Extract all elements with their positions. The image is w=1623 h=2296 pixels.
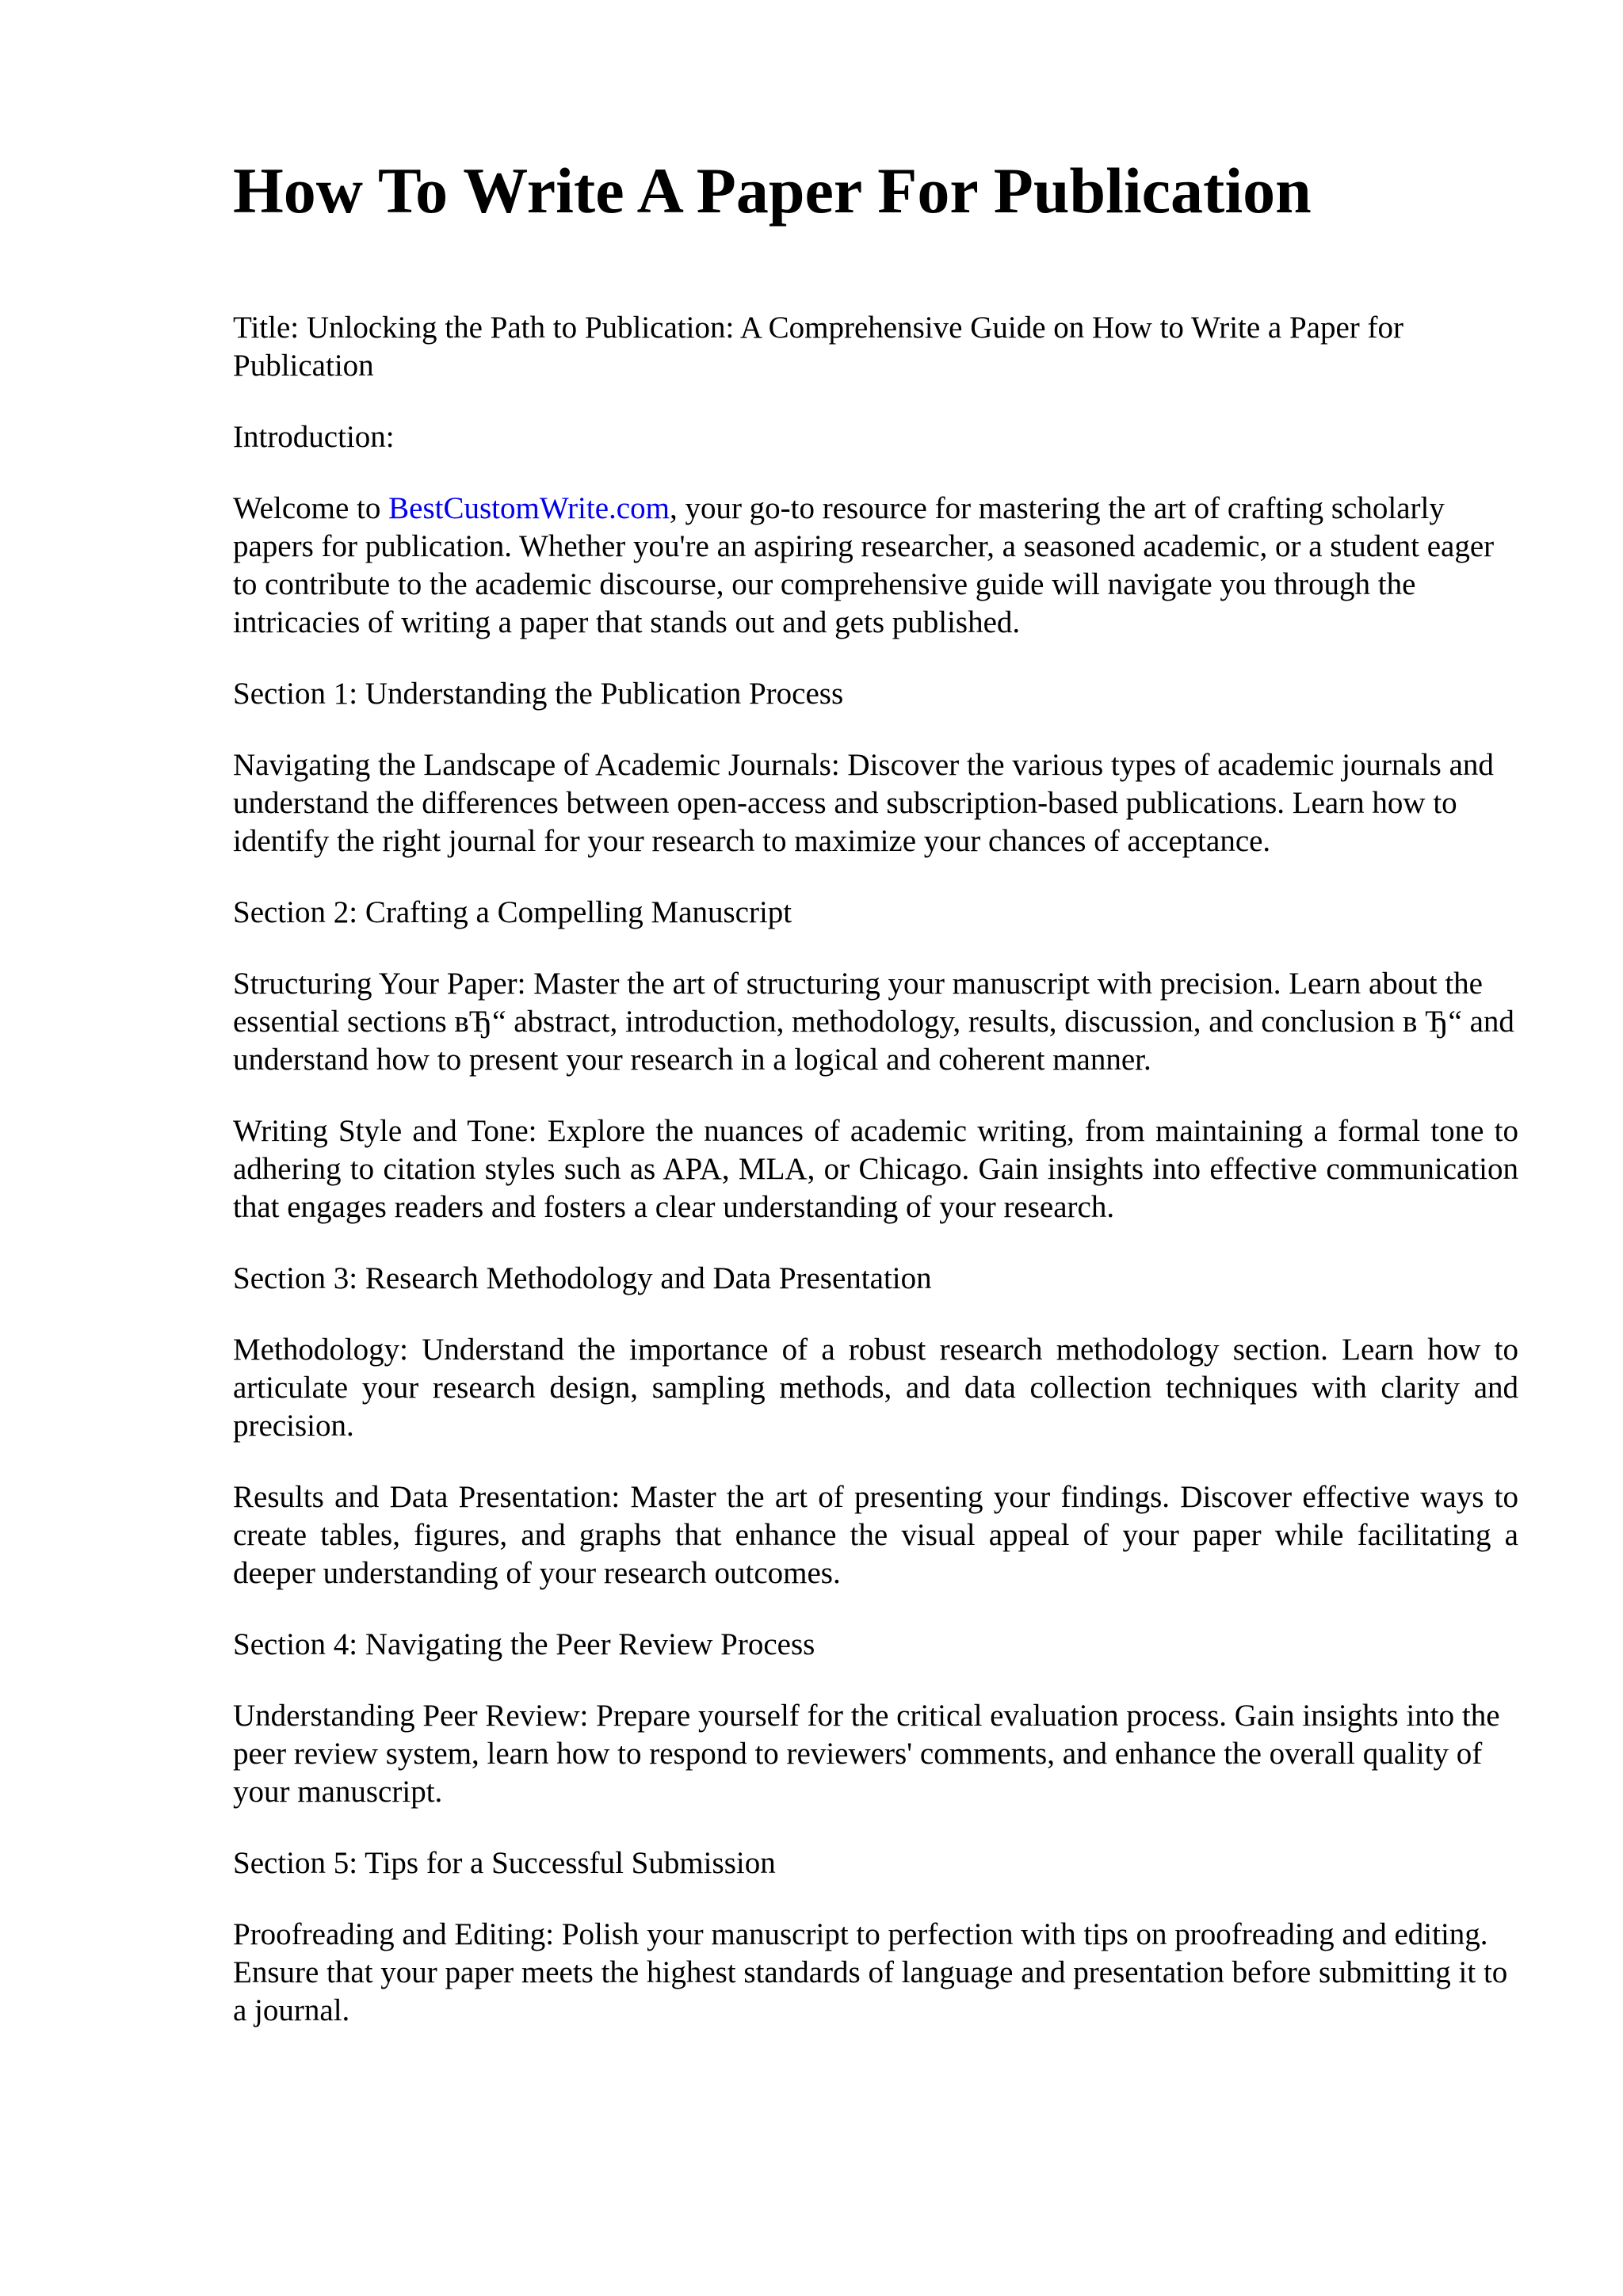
welcome-paragraph [233, 490, 1518, 642]
bestcustomwrite-link[interactable]: BestCustomWrite.com [388, 491, 670, 525]
section-5-paragraph-proofreading: Proofreading and Editing: Polish your manuscript to perfection with tips on proofreading and editing. Ensure that your paper meets the highest standards of language and presentation before submitting it to a journal. [233, 1917, 1508, 2027]
section-2-paragraph-writing-style: Writing Style and Tone: Explore the nuances of academic writing, from maintaining a formal tone to adhering to citation styles such as APA, MLA, or Chicago. Gain insights into effective communication that engages readers and fosters a clear understanding of your research. [233, 1114, 1518, 1224]
section-4-paragraph-peer-review: Understanding Peer Review: Prepare yourself for the critical evaluation process. Gain insights into the peer review system, learn how to respond to reviewers' comments, and enhance the overall quality of your manuscript. [233, 1699, 1500, 1809]
section-2-paragraph-structuring: Structuring Your Paper: Master the art of structuring your manuscript with precision. Learn about the essential sections вЂ“ abstract, introduction, methodology, results, discussion, and conclusion в Ђ“ and understand how to present your research in a logical and coherent manner. [233, 967, 1514, 1077]
section-3-heading: Section 3: Research Methodology and Data Presentation [233, 1261, 932, 1295]
welcome-text-after-link: , your go-to resource for mastering the art of crafting scholarly papers for publication. Whether you're an aspiring researcher, a seasoned academic, or a student eager to contribute to the academic discourse, our comprehensive guide will navigate you through the intricacies of writing a paper that stands out and gets published. [233, 491, 1495, 639]
welcome-text-before-link: Welcome to [233, 491, 389, 525]
title-line: Title: Unlocking the Path to Publication: A Comprehensive Guide on How to Write a Paper for Publication [233, 311, 1404, 383]
section-1-heading: Section 1: Understanding the Publication Process [233, 677, 844, 711]
document-heading: How To Write A Paper For Publication [233, 154, 1312, 227]
section-2-heading: Section 2: Crafting a Compelling Manuscript [233, 895, 792, 929]
section-4-heading: Section 4: Navigating the Peer Review Process [233, 1627, 815, 1661]
section-1-paragraph-journals: Navigating the Landscape of Academic Journals: Discover the various types of academic journals and understand the differences between open-access and subscription-based publications. Learn how to identify the right journal for your research to maximize your chances of acceptance. [233, 748, 1494, 858]
section-3-paragraph-results: Results and Data Presentation: Master the art of presenting your findings. Discover effective ways to create tables, figures, and graphs that enhance the visual appeal of your paper while facilitating a deeper understanding of your research outcomes. [233, 1480, 1518, 1590]
section-5-heading: Section 5: Tips for a Successful Submission [233, 1846, 776, 1880]
section-3-paragraph-methodology: Methodology: Understand the importance of a robust research methodology section. Learn how to articulate your research design, sampling methods, and data collection techniques with clarity and precision. [233, 1333, 1518, 1443]
introduction-label: Introduction: [233, 420, 395, 454]
document-page [233, 147, 1518, 2063]
document-body [233, 309, 1518, 2030]
